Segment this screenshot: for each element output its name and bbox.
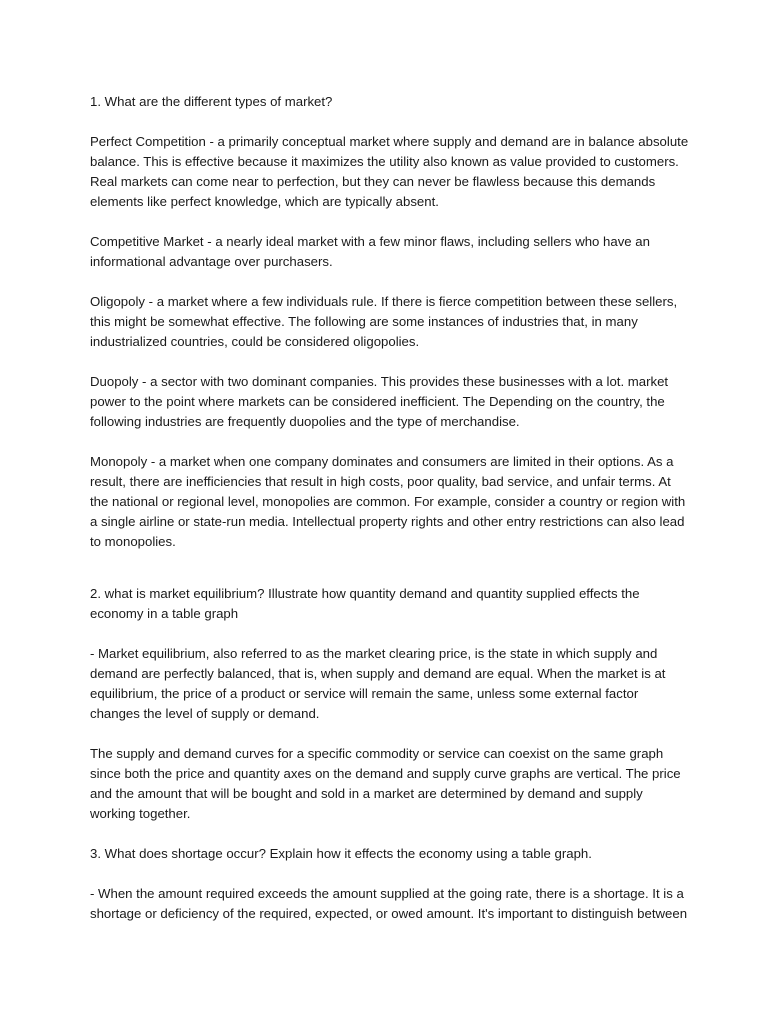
shortage-paragraph: - When the amount required exceeds the amount supplied at the going rate, there is a shortage. It is a shortage or deficiency of the required, expected, or owed amount. It's important to distinguish between (90, 886, 688, 921)
duopoly-paragraph: Duopoly - a sector with two dominant companies. This provides these businesses with a lot. market power to the point where markets can be considered inefficient. The Depending on the country, the following industries are frequently duopolies and the type of merchandise. (90, 374, 669, 429)
oligopoly-paragraph: Oligopoly - a market where a few individuals rule. If there is fierce competition between these sellers, this might be somewhat effective. The following are some instances of industries that, in many industrialized countries, could be considered oligopolies. (90, 294, 678, 349)
question-2-heading: 2. what is market equilibrium? Illustrate how quantity demand and quantity supplied effects the economy in a table graph (90, 586, 640, 621)
monopoly-paragraph: Monopoly - a market when one company dominates and consumers are limited in their options. As a result, there are inefficiencies that result in high costs, poor quality, bad service, and unfair terms. At the national or regional level, monopolies are common. For example, consider a country or region with a single airline or state-run media. Intellectual property rights and other entry restrictions can also lead to monopolies. (90, 454, 686, 549)
question-1-heading: 1. What are the different types of market? (90, 94, 333, 109)
competitive-market-paragraph: Competitive Market - a nearly ideal market with a few minor flaws, including sellers who have an informational advantage over purchasers. (90, 234, 650, 269)
supply-demand-curves-paragraph: The supply and demand curves for a specific commodity or service can coexist on the same graph since both the price and quantity axes on the demand and supply curve graphs are vertical. The price and the amount that will be bought and sold in a market are determined by demand and supply working together. (90, 746, 681, 821)
perfect-competition-paragraph: Perfect Competition - a primarily conceptual market where supply and demand are in balance absolute balance. This is effective because it maximizes the utility also known as value provided to customers. Real markets can come near to perfection, but they can never be flawless because this demands elements like perfect knowledge, which are typically absent. (90, 134, 689, 209)
question-3-heading: 3. What does shortage occur? Explain how it effects the economy using a table graph. (90, 846, 592, 861)
market-equilibrium-paragraph: - Market equilibrium, also referred to as the market clearing price, is the state in which supply and demand are perfectly balanced, that is, when supply and demand are equal. When the market is at equilibrium, the price of a product or service will remain the same, unless some external factor changes the level of supply or demand. (90, 646, 666, 721)
document-page (90, 92, 690, 924)
